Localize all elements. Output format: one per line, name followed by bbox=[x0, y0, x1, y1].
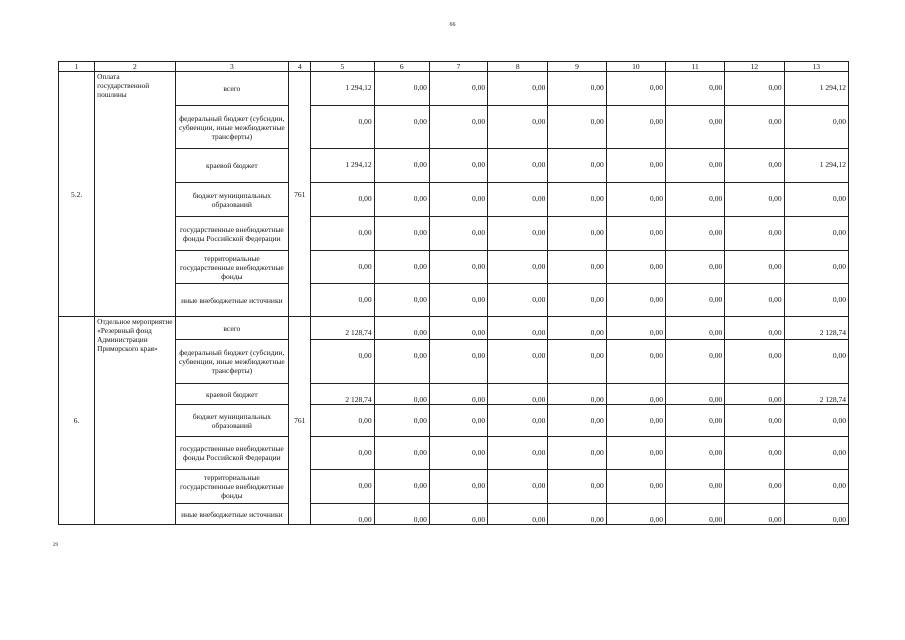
column-header: 6 bbox=[374, 62, 429, 72]
amount-cell: 0,00 bbox=[606, 405, 665, 437]
amount-cell: 0,00 bbox=[725, 437, 784, 470]
amount-cell: 0,00 bbox=[606, 183, 665, 217]
table-row bbox=[59, 437, 849, 470]
amount-cell: 0,00 bbox=[606, 106, 665, 149]
amount-cell: 1 294,12 bbox=[784, 72, 848, 106]
amount-cell: 0,00 bbox=[784, 437, 848, 470]
amount-cell: 0,00 bbox=[548, 437, 606, 470]
amount-cell: 0,00 bbox=[784, 284, 848, 317]
amount-cell: 0,00 bbox=[374, 470, 429, 504]
table-row bbox=[59, 317, 849, 340]
amount-cell: 0,00 bbox=[488, 72, 548, 106]
amount-cell: 0,00 bbox=[311, 470, 374, 504]
amount-cell: 2 128,74 bbox=[784, 384, 848, 405]
amount-cell: 0,00 bbox=[665, 340, 724, 384]
amount-cell: 0,00 bbox=[784, 183, 848, 217]
amount-cell: 0,00 bbox=[725, 251, 784, 284]
amount-cell: 2 128,74 bbox=[311, 384, 374, 405]
funding-source: государственные внебюджетные фонды Российской Федерации bbox=[175, 437, 289, 470]
table-row bbox=[59, 72, 849, 106]
amount-cell: 1 294,12 bbox=[311, 72, 374, 106]
amount-cell: 0,00 bbox=[311, 251, 374, 284]
amount-cell: 0,00 bbox=[548, 504, 606, 525]
amount-cell: 0,00 bbox=[665, 504, 724, 525]
amount-cell: 0,00 bbox=[665, 317, 724, 340]
amount-cell: 0,00 bbox=[429, 106, 487, 149]
funding-source: краевой бюджет bbox=[175, 149, 289, 183]
amount-cell: 0,00 bbox=[784, 217, 848, 251]
amount-cell: 0,00 bbox=[665, 217, 724, 251]
funding-source: федеральный бюджет (субсидии, субвенции, иные межбюджетные трансферты) bbox=[175, 340, 289, 384]
amount-cell: 0,00 bbox=[606, 317, 665, 340]
amount-cell: 0,00 bbox=[665, 106, 724, 149]
amount-cell: 0,00 bbox=[725, 217, 784, 251]
table-row bbox=[59, 251, 849, 284]
table-row bbox=[59, 504, 849, 525]
amount-cell: 0,00 bbox=[784, 405, 848, 437]
amount-cell: 0,00 bbox=[548, 384, 606, 405]
amount-cell: 0,00 bbox=[374, 504, 429, 525]
table-row bbox=[59, 106, 849, 149]
funding-source: территориальные государственные внебюджетные фонды bbox=[175, 470, 289, 504]
column-header: 3 bbox=[175, 62, 289, 72]
column-header: 11 bbox=[665, 62, 724, 72]
column-header: 7 bbox=[429, 62, 487, 72]
row-index: 6. bbox=[59, 317, 95, 525]
table-row bbox=[59, 384, 849, 405]
amount-cell: 0,00 bbox=[665, 284, 724, 317]
table-row bbox=[59, 217, 849, 251]
amount-cell: 0,00 bbox=[665, 437, 724, 470]
budget-code: 761 bbox=[289, 72, 311, 317]
amount-cell: 0,00 bbox=[606, 72, 665, 106]
amount-cell: 0,00 bbox=[374, 284, 429, 317]
amount-cell: 0,00 bbox=[488, 251, 548, 284]
table-row bbox=[59, 340, 849, 384]
amount-cell: 0,00 bbox=[488, 284, 548, 317]
table-row bbox=[59, 470, 849, 504]
row-index: 5.2. bbox=[59, 72, 95, 317]
amount-cell: 0,00 bbox=[488, 106, 548, 149]
funding-source: федеральный бюджет (субсидии, субвенции, иные межбюджетные трансферты) bbox=[175, 106, 289, 149]
column-header: 2 bbox=[95, 62, 175, 72]
amount-cell: 0,00 bbox=[606, 340, 665, 384]
amount-cell: 0,00 bbox=[665, 384, 724, 405]
amount-cell: 0,00 bbox=[548, 149, 606, 183]
column-header: 13 bbox=[784, 62, 848, 72]
amount-cell: 0,00 bbox=[429, 504, 487, 525]
amount-cell: 0,00 bbox=[374, 340, 429, 384]
funding-source: территориальные государственные внебюджетные фонды bbox=[175, 251, 289, 284]
amount-cell: 0,00 bbox=[488, 317, 548, 340]
amount-cell: 0,00 bbox=[488, 405, 548, 437]
amount-cell: 2 128,74 bbox=[311, 317, 374, 340]
amount-cell: 0,00 bbox=[725, 72, 784, 106]
funding-source: всего bbox=[175, 317, 289, 340]
amount-cell: 0,00 bbox=[725, 183, 784, 217]
amount-cell: 0,00 bbox=[548, 470, 606, 504]
amount-cell: 0,00 bbox=[488, 437, 548, 470]
amount-cell: 0,00 bbox=[311, 405, 374, 437]
funding-source: всего bbox=[175, 72, 289, 106]
amount-cell: 0,00 bbox=[374, 149, 429, 183]
activity-name: Оплата государственной пошлины bbox=[95, 72, 175, 317]
amount-cell: 0,00 bbox=[374, 437, 429, 470]
amount-cell: 0,00 bbox=[374, 217, 429, 251]
amount-cell: 0,00 bbox=[548, 72, 606, 106]
amount-cell: 0,00 bbox=[488, 384, 548, 405]
amount-cell: 2 128,74 bbox=[784, 317, 848, 340]
column-header-row bbox=[59, 62, 849, 72]
amount-cell: 0,00 bbox=[725, 340, 784, 384]
amount-cell: 0,00 bbox=[548, 183, 606, 217]
amount-cell: 0,00 bbox=[429, 72, 487, 106]
column-header: 8 bbox=[488, 62, 548, 72]
amount-cell: 0,00 bbox=[429, 217, 487, 251]
amount-cell: 0,00 bbox=[606, 149, 665, 183]
amount-cell: 0,00 bbox=[488, 504, 548, 525]
amount-cell: 0,00 bbox=[429, 437, 487, 470]
amount-cell: 0,00 bbox=[606, 251, 665, 284]
funding-source: краевой бюджет bbox=[175, 384, 289, 405]
amount-cell: 0,00 bbox=[784, 340, 848, 384]
amount-cell: 0,00 bbox=[374, 251, 429, 284]
amount-cell: 0,00 bbox=[311, 284, 374, 317]
budget-code: 761 bbox=[289, 317, 311, 525]
funding-source: бюджет муниципальных образований bbox=[175, 183, 289, 217]
column-header: 10 bbox=[606, 62, 665, 72]
column-header: 4 bbox=[289, 62, 311, 72]
amount-cell: 0,00 bbox=[311, 504, 374, 525]
funding-source: иные внебюджетные источники bbox=[175, 504, 289, 525]
amount-cell: 0,00 bbox=[311, 183, 374, 217]
amount-cell: 0,00 bbox=[374, 106, 429, 149]
amount-cell: 0,00 bbox=[429, 251, 487, 284]
amount-cell: 0,00 bbox=[548, 405, 606, 437]
amount-cell: 0,00 bbox=[784, 106, 848, 149]
amount-cell: 0,00 bbox=[429, 317, 487, 340]
column-header: 5 bbox=[311, 62, 374, 72]
table-body bbox=[59, 62, 849, 525]
amount-cell: 0,00 bbox=[725, 504, 784, 525]
amount-cell: 0,00 bbox=[784, 504, 848, 525]
table-row bbox=[59, 183, 849, 217]
funding-source: бюджет муниципальных образований bbox=[175, 405, 289, 437]
amount-cell: 0,00 bbox=[665, 183, 724, 217]
amount-cell: 0,00 bbox=[606, 470, 665, 504]
amount-cell: 0,00 bbox=[665, 470, 724, 504]
amount-cell: 0,00 bbox=[784, 470, 848, 504]
amount-cell: 0,00 bbox=[488, 149, 548, 183]
amount-cell: 0,00 bbox=[665, 251, 724, 284]
amount-cell: 0,00 bbox=[311, 106, 374, 149]
amount-cell: 0,00 bbox=[311, 437, 374, 470]
amount-cell: 0,00 bbox=[374, 72, 429, 106]
column-header: 1 bbox=[59, 62, 95, 72]
amount-cell: 0,00 bbox=[548, 340, 606, 384]
amount-cell: 0,00 bbox=[429, 183, 487, 217]
amount-cell: 0,00 bbox=[311, 340, 374, 384]
amount-cell: 0,00 bbox=[548, 284, 606, 317]
amount-cell: 0,00 bbox=[429, 405, 487, 437]
amount-cell: 1 294,12 bbox=[311, 149, 374, 183]
amount-cell: 0,00 bbox=[606, 384, 665, 405]
amount-cell: 0,00 bbox=[488, 340, 548, 384]
amount-cell: 1 294,12 bbox=[784, 149, 848, 183]
amount-cell: 0,00 bbox=[725, 149, 784, 183]
amount-cell: 0,00 bbox=[374, 183, 429, 217]
page-number: 66 bbox=[449, 22, 456, 28]
amount-cell: 0,00 bbox=[429, 384, 487, 405]
amount-cell: 0,00 bbox=[606, 284, 665, 317]
amount-cell: 0,00 bbox=[429, 470, 487, 504]
amount-cell: 0,00 bbox=[548, 106, 606, 149]
amount-cell: 0,00 bbox=[665, 405, 724, 437]
activity-name: Отдельное мероприятие «Резервный фонд Администрации Приморского края» bbox=[95, 317, 175, 525]
amount-cell: 0,00 bbox=[488, 183, 548, 217]
amount-cell: 0,00 bbox=[374, 405, 429, 437]
amount-cell: 0,00 bbox=[725, 317, 784, 340]
amount-cell: 0,00 bbox=[784, 251, 848, 284]
amount-cell: 0,00 bbox=[606, 504, 665, 525]
amount-cell: 0,00 bbox=[429, 284, 487, 317]
funding-source: иные внебюджетные источники bbox=[175, 284, 289, 317]
amount-cell: 0,00 bbox=[311, 217, 374, 251]
amount-cell: 0,00 bbox=[374, 317, 429, 340]
amount-cell: 0,00 bbox=[488, 217, 548, 251]
amount-cell: 0,00 bbox=[548, 317, 606, 340]
amount-cell: 0,00 bbox=[374, 384, 429, 405]
amount-cell: 0,00 bbox=[429, 149, 487, 183]
table-row bbox=[59, 284, 849, 317]
amount-cell: 0,00 bbox=[548, 217, 606, 251]
table-row bbox=[59, 405, 849, 437]
column-header: 9 bbox=[548, 62, 606, 72]
amount-cell: 0,00 bbox=[665, 72, 724, 106]
amount-cell: 0,00 bbox=[429, 340, 487, 384]
amount-cell: 0,00 bbox=[725, 284, 784, 317]
amount-cell: 0,00 bbox=[606, 437, 665, 470]
table-row bbox=[59, 149, 849, 183]
amount-cell: 0,00 bbox=[725, 470, 784, 504]
amount-cell: 0,00 bbox=[548, 251, 606, 284]
column-header: 12 bbox=[725, 62, 784, 72]
amount-cell: 0,00 bbox=[488, 470, 548, 504]
funding-source: государственные внебюджетные фонды Российской Федерации bbox=[175, 217, 289, 251]
footnote-mark: 29 bbox=[53, 543, 58, 548]
amount-cell: 0,00 bbox=[725, 106, 784, 149]
budget-table bbox=[58, 61, 849, 525]
amount-cell: 0,00 bbox=[606, 217, 665, 251]
amount-cell: 0,00 bbox=[725, 405, 784, 437]
amount-cell: 0,00 bbox=[665, 149, 724, 183]
amount-cell: 0,00 bbox=[725, 384, 784, 405]
